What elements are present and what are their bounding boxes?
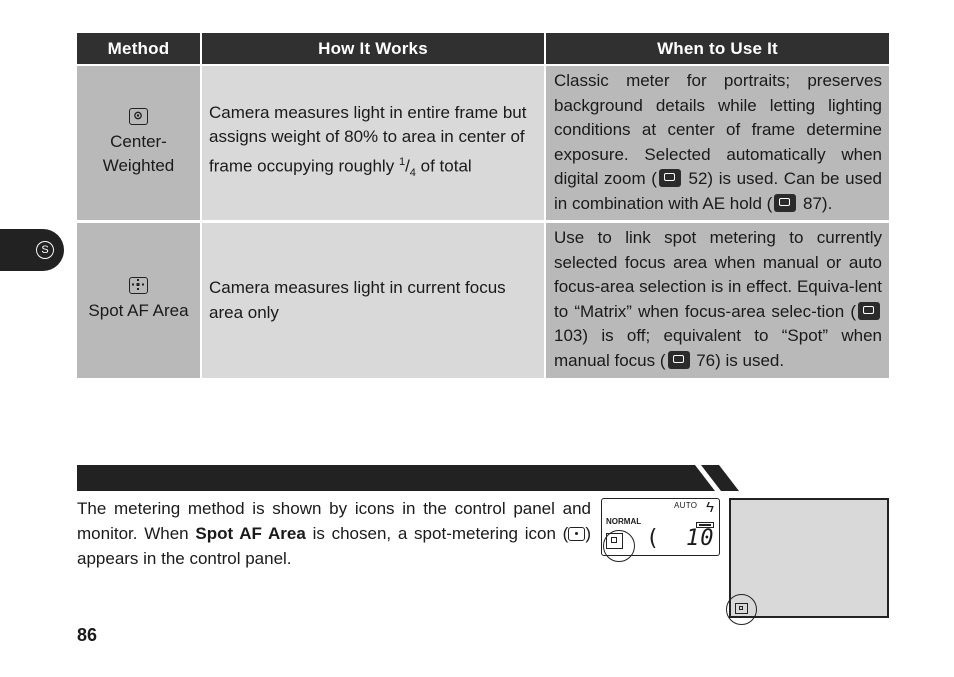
when-text: Classic meter for portraits; preserves background details while letting lighting conditions at center of frame determine exposure. Selected automatically when digital zoom (: [554, 71, 882, 188]
page-reference-icon: [858, 302, 880, 320]
highlight-circle: [603, 530, 635, 562]
method-cell-center-weighted: [77, 66, 200, 220]
how-text: [209, 101, 537, 186]
body-bold-term: Spot AF Area: [195, 524, 306, 543]
header-method: Method: [77, 33, 200, 64]
when-text-ref2: 87).: [798, 193, 833, 213]
method-label-line2: Weighted: [102, 156, 175, 175]
method-label-line1: Center-: [110, 131, 167, 151]
when-text-ref1: 52) is used. Can be used in combination with AE hold (: [554, 169, 882, 213]
method-cell-spot-af-area: [77, 223, 200, 378]
how-text-main: Camera measures light in entire frame but assigns weight of 80% to area in center of frame occupying roughly: [209, 102, 527, 176]
fraction-numerator: 1: [398, 155, 406, 168]
method-label: Spot AF Area: [88, 301, 189, 321]
auto-indicator: AUTO: [674, 501, 698, 510]
page-reference-icon: [774, 194, 796, 212]
body-text-mid: is chosen, a spot-metering icon (: [305, 524, 569, 543]
page-reference-icon: [659, 169, 681, 187]
section-side-tab: [0, 229, 64, 271]
when-text-ref2: 76) is used.: [691, 350, 785, 370]
body-text-before: The metering method is shown by icons in the control panel and monitor. When: [77, 499, 591, 543]
exposure-count: 10: [686, 526, 715, 551]
body-text-after: ) appears in the control panel.: [77, 524, 591, 568]
highlight-circle: [726, 594, 757, 625]
shooting-section-icon: S: [36, 241, 54, 259]
fraction-denominator: 4: [409, 166, 416, 179]
how-cell-center-weighted: [202, 66, 544, 220]
header-when-to-use: When to Use It: [546, 33, 889, 64]
how-text-tail: of total: [415, 156, 472, 176]
header-how-it-works: How It Works: [202, 33, 544, 64]
panel-bracket: (: [646, 526, 660, 551]
when-cell-spot-af-area: [546, 223, 889, 378]
center-weighted-meter-icon: [129, 108, 148, 125]
spot-af-area-meter-icon: [129, 277, 148, 294]
fraction-slash: /: [405, 156, 410, 176]
when-text: Use to link spot metering to currently selected focus area when manual or auto focus-area selection is in effect. Equiva-lent to “Matrix” when focus-area selec-tion (: [554, 228, 882, 321]
body-paragraph: [77, 496, 591, 571]
section-divider-bar: [77, 465, 739, 491]
image-quality-indicator: NORMAL: [606, 517, 642, 526]
how-text: Camera measures light in current focus area only: [209, 278, 506, 322]
page-number: 86: [77, 625, 98, 645]
flash-icon: ϟ: [706, 499, 714, 516]
page-reference-icon: [668, 351, 690, 369]
when-cell-center-weighted: [546, 66, 889, 220]
spot-metering-icon: [568, 527, 585, 541]
when-text-ref1: 103) is off; equivalent to “Spot” when manual focus (: [554, 326, 882, 370]
how-cell-spot-af-area: [202, 223, 544, 378]
